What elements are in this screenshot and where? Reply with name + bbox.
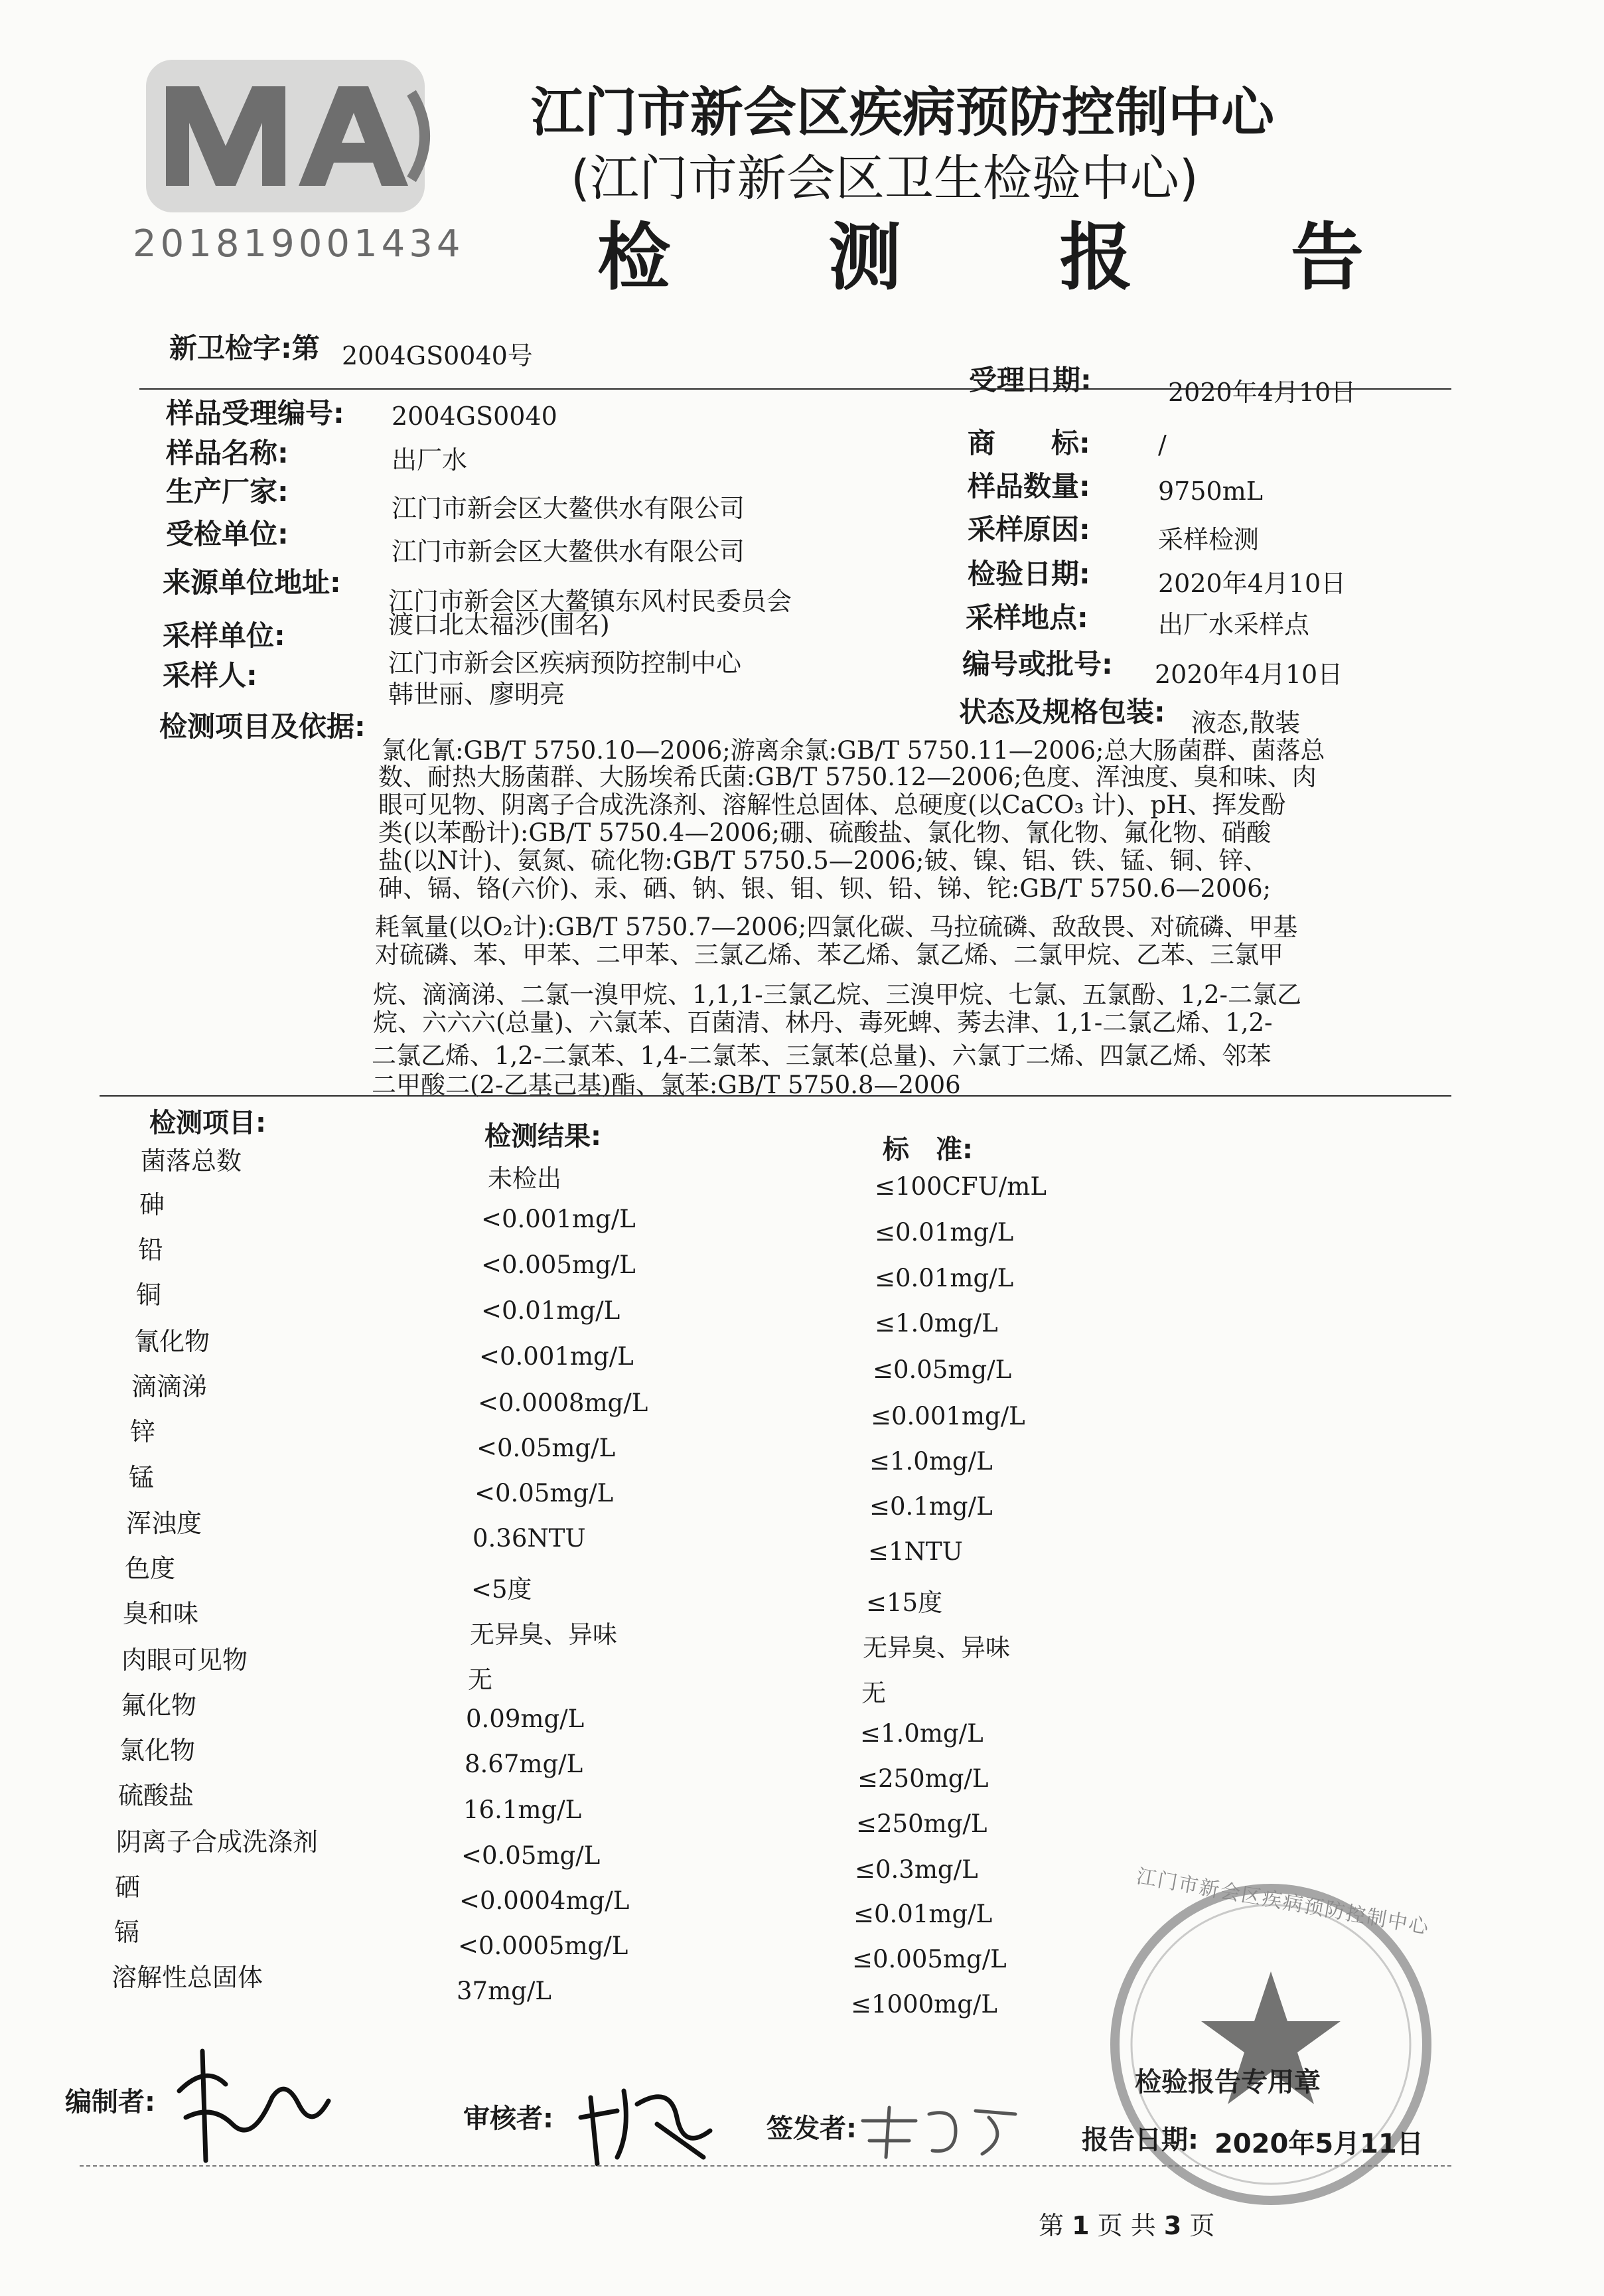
cma-logo (126, 46, 465, 279)
receive-date-label: 受理日期: (969, 364, 1092, 396)
row-result: <0.005mg/L (481, 1251, 636, 1279)
row-item: 铜 (136, 1280, 162, 1310)
row-standard: ≤1.0mg/L (875, 1309, 998, 1338)
row-item: 砷 (139, 1190, 165, 1219)
field-value-reason: 采样检测 (1158, 525, 1260, 554)
seal-label: 检验报告专用章 (1135, 2067, 1321, 2098)
row-result: 8.67mg/L (465, 1750, 583, 1778)
field-value-batch-no: 2020年4月10日 (1155, 660, 1343, 689)
row-item: 氰化物 (134, 1327, 210, 1356)
field-value-source-address: 江门市新会区大鳌镇东风村民委员会 (388, 587, 792, 616)
row-item: 氟化物 (121, 1691, 197, 1720)
seal-ring-text: 江门市新会区疾病预防控制中心 (1134, 1865, 1432, 1940)
basis-line-10: 烷、六六六(总量)、六氯苯、百菌清、林丹、毒死蜱、莠去津、1,1-二氯乙烯、1,2- (373, 1008, 1273, 1037)
row-result: <0.0005mg/L (458, 1932, 628, 1960)
reviewer-signature-icon (577, 2071, 723, 2171)
field-value-sampling-unit: 江门市新会区疾病预防控制中心 (388, 649, 742, 678)
field-value-sampler: 韩世丽、廖明亮 (388, 680, 565, 709)
row-item: 铅 (138, 1235, 164, 1264)
row-item: 氯化物 (119, 1736, 196, 1765)
row-standard: ≤0.01mg/L (853, 1900, 993, 1928)
editor-signature-icon (166, 2038, 338, 2164)
row-standard: ≤1NTU (868, 1537, 963, 1566)
field-label-sample-name: 样品名称: (166, 437, 289, 469)
page-middle: 页 共 (1097, 2211, 1156, 2240)
row-standard: ≤1.0mg/L (860, 1719, 984, 1748)
row-item: 阴离子合成洗涤剂 (116, 1827, 319, 1857)
basis-line-11: 二氯乙烯、1,2-二氯苯、1,4-二氯苯、三氯苯(总量)、六氯丁二烯、四氯乙烯、邻苯 (372, 1041, 1272, 1070)
row-result: 无异臭、异味 (470, 1620, 617, 1649)
row-standard: ≤0.3mg/L (855, 1855, 978, 1884)
cma-number: 201819001434 (133, 222, 465, 266)
org-alias: (江门市新会区卫生检验中心) (571, 150, 1199, 207)
row-result: <0.0004mg/L (459, 1886, 630, 1915)
row-item: 肉眼可见物 (121, 1645, 248, 1675)
row-item: 菌落总数 (141, 1146, 242, 1176)
page-prefix: 第 (1039, 2211, 1064, 2240)
field-label-sampling-unit: 采样单位: (163, 619, 285, 652)
row-standard: ≤0.1mg/L (869, 1492, 993, 1521)
row-item: 硫酸盐 (118, 1781, 194, 1810)
row-result: 0.36NTU (473, 1524, 586, 1553)
field-label-quantity: 样品数量: (968, 470, 1090, 502)
divider-results (100, 1095, 1451, 1097)
row-result: <0.001mg/L (481, 1205, 636, 1233)
row-result: <0.01mg/L (481, 1296, 620, 1325)
report-date-label: 报告日期: (1082, 2125, 1199, 2155)
basis-label: 检测项目及依据: (159, 710, 366, 743)
basis-line-1: 氯化氰:GB/T 5750.10—2006;游离余氯:GB/T 5750.11—2006;总大肠菌群、菌落总 (382, 736, 1325, 765)
basis-line-8: 对硫磷、苯、甲苯、二甲苯、三氯乙烯、苯乙烯、氯乙烯、二氯甲烷、乙苯、三氯甲 (375, 941, 1283, 969)
basis-line-9: 烷、滴滴涕、二氯一溴甲烷、1,1,1-三氯乙烷、三溴甲烷、七氯、五氯酚、1,2-二氯乙 (373, 980, 1301, 1009)
field-value-source-address-line2: 渡口北太福沙(围名) (388, 610, 610, 639)
editor-label: 编制者: (65, 2087, 155, 2117)
field-label-reason: 采样原因: (968, 513, 1090, 546)
issuer-signature-icon (856, 2101, 1029, 2161)
divider-top (139, 388, 1451, 390)
row-standard: ≤250mg/L (857, 1764, 989, 1793)
row-result: <0.05mg/L (461, 1841, 601, 1870)
basis-line-5: 盐(以N计)、氨氮、硫化物:GB/T 5750.5—2006;铍、镍、铝、铁、锰、铜、锌、 (378, 846, 1268, 875)
page-indicator (1039, 2205, 1214, 2242)
row-standard: ≤250mg/L (856, 1809, 987, 1838)
field-label-inspected-unit: 受检单位: (166, 518, 289, 550)
issuer-label: 签发者: (766, 2113, 857, 2144)
row-result: 无 (468, 1665, 492, 1694)
row-standard: ≤1000mg/L (851, 1990, 997, 2019)
field-value-trademark: / (1158, 430, 1167, 459)
report-title: 检 测 报 告 (597, 214, 1430, 300)
row-item: 硒 (115, 1873, 141, 1902)
row-item: 镉 (114, 1918, 140, 1947)
doc-no-label: 新卫检字:第 (169, 332, 320, 364)
field-label-trademark: 商 标: (968, 427, 1090, 459)
row-result: 未检出 (488, 1164, 561, 1193)
field-label-manufacturer: 生产厂家: (166, 475, 289, 508)
field-value-inspection-date: 2020年4月10日 (1158, 569, 1347, 598)
report-date-value: 2020年5月11日 (1214, 2129, 1423, 2159)
row-standard: ≤0.05mg/L (873, 1355, 1012, 1384)
basis-line-4: 类(以苯酚计):GB/T 5750.4—2006;硼、硫酸盐、氯化物、氰化物、氟化物、硝酸 (378, 818, 1272, 847)
row-standard: ≤0.005mg/L (852, 1945, 1007, 1973)
row-standard: 无 (861, 1679, 886, 1707)
field-value-sampling-site: 出厂水采样点 (1158, 610, 1310, 639)
row-item: 浑浊度 (126, 1509, 202, 1538)
row-item: 锰 (129, 1463, 155, 1492)
row-item: 臭和味 (123, 1599, 199, 1628)
row-result: <0.0008mg/L (478, 1389, 648, 1417)
field-value-manufacturer: 江门市新会区大鳌供水有限公司 (392, 494, 745, 523)
row-result: <0.001mg/L (479, 1342, 634, 1371)
field-value-inspected-unit: 江门市新会区大鳌供水有限公司 (392, 537, 745, 566)
row-item: 色度 (125, 1554, 176, 1583)
basis-line-2: 数、耐热大肠菌群、大肠埃希氏菌:GB/T 5750.12—2006;色度、浑浊度、臭和味、肉 (378, 763, 1317, 791)
row-result: 16.1mg/L (463, 1796, 582, 1824)
row-standard: ≤0.01mg/L (875, 1218, 1014, 1247)
divider-bottom (80, 2165, 1451, 2167)
page-current: 1 (1072, 2211, 1090, 2240)
field-label-source-address: 来源单位地址: (163, 566, 341, 599)
results-header-item: 检测项目: (149, 1108, 266, 1138)
field-value-quantity: 9750mL (1158, 477, 1263, 506)
row-item: 溶解性总固体 (111, 1963, 263, 1992)
basis-line-7: 耗氧量(以O₂计):GB/T 5750.7—2006;四氯化碳、马拉硫磷、敌敌畏、对硫磷、甲基 (375, 913, 1298, 941)
row-result: <5度 (471, 1575, 532, 1604)
row-standard: 无异臭、异味 (863, 1634, 1010, 1662)
receive-date-value: 2020年4月10日 (1168, 378, 1356, 407)
field-label-packaging: 状态及规格包装: (959, 696, 1165, 728)
row-standard: ≤0.001mg/L (871, 1402, 1025, 1430)
results-header-standard: 标 准: (883, 1134, 973, 1165)
page-total: 3 (1163, 2211, 1182, 2240)
reviewer-label: 审核者: (463, 2104, 553, 2134)
row-standard: ≤15度 (866, 1588, 943, 1617)
row-result: <0.05mg/L (476, 1434, 616, 1462)
row-standard: ≤1.0mg/L (869, 1447, 993, 1476)
field-value-sample-name: 出厂水 (392, 445, 468, 475)
field-label-sampling-site: 采样地点: (966, 601, 1088, 634)
row-standard: ≤100CFU/mL (875, 1172, 1047, 1201)
field-value-sample-no: 2004GS0040 (392, 402, 557, 431)
row-standard: ≤0.01mg/L (875, 1264, 1014, 1292)
row-item: 滴滴涕 (131, 1372, 208, 1401)
field-label-sample-no: 样品受理编号: (166, 397, 344, 429)
page-suffix: 页 (1189, 2211, 1215, 2240)
basis-line-12: 二甲酸二(2-乙基己基)酯、氯苯:GB/T 5750.8—2006 (372, 1071, 961, 1099)
basis-line-6: 砷、镉、铬(六价)、汞、硒、钠、银、钼、钡、铅、锑、铊:GB/T 5750.6—2006; (378, 874, 1272, 903)
basis-line-3: 眼可见物、阴离子合成洗涤剂、溶解性总固体、总硬度(以CaCO₃ 计)、pH、挥发酚 (378, 791, 1286, 819)
field-label-sampler: 采样人: (163, 659, 257, 692)
results-header-result: 检测结果: (484, 1121, 601, 1152)
field-label-inspection-date: 检验日期: (968, 558, 1090, 590)
field-value-packaging: 液态,散装 (1191, 708, 1301, 737)
row-result: 37mg/L (457, 1977, 551, 2005)
row-result: <0.05mg/L (474, 1479, 614, 1507)
row-result: 0.09mg/L (466, 1705, 585, 1733)
org-name: 江门市新会区疾病预防控制中心 (531, 82, 1274, 143)
field-label-batch-no: 编号或批号: (962, 648, 1113, 680)
row-item: 锌 (130, 1417, 156, 1446)
doc-no-value: 2004GS0040号 (342, 341, 533, 370)
